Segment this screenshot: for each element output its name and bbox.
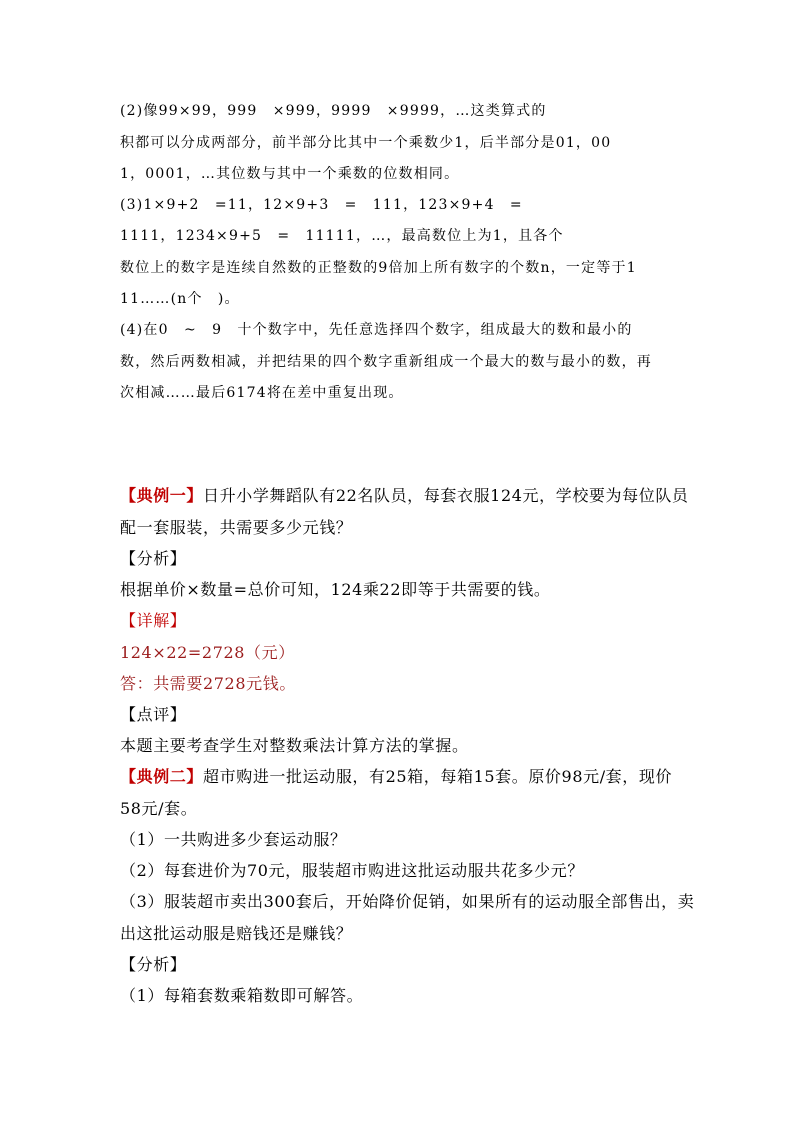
note-3-line-3: 数位上的数字是连续自然数的正整数的9倍加上所有数字的个数n，一定等于1 [120,260,637,276]
example-one-question-line-1 [120,486,689,506]
note-4-line-1: (4)在0 ~ 9 十个数字中，先任意选择四个数字，组成最大的数和最小的 [120,322,633,338]
note-3-line-2: 1111，1234×9+5 = 11111，…，最高数位上为1，且各个 [120,228,564,244]
note-3-line-4: 11……(n个 )。 [120,291,240,307]
example-one-question-line-2: 配一套服装，共需要多少元钱？ [120,518,353,537]
example-one-analysis: 根据单价×数量=总价可知，124乘22即等于共需要的钱。 [120,580,551,599]
note-2-line-2: 积都可以分成两部分，前半部分比其中一个乘数少1，后半部分是01，00 [120,135,612,151]
example-two-sub-question-3-line-2: 出这批运动服是赔钱还是赚钱？ [120,924,353,943]
example-one-answer: 答：共需要2728元钱。 [120,674,296,693]
note-4-line-3: 次相减……最后6174将在差中重复出现。 [120,385,404,401]
example-one-detail-tag: 【详解】 [120,611,187,630]
example-two-tag: 【典例二】 [120,767,204,786]
example-two-question-text: 超市购进一批运动服，有25箱，每箱15套。原价98元/套，现价 [203,767,673,786]
example-two-analysis-tag: 【分析】 [120,955,187,974]
example-one-question-text: 日升小学舞蹈队有22名队员，每套衣服124元，学校要为每位队员 [203,486,689,505]
example-two-sub-question-2: （2）每套进价为70元，服装超市购进这批运动服共花多少元？ [120,861,584,880]
example-two-question-line-2: 58元/套。 [120,799,198,818]
example-two-question-line-1 [120,767,672,787]
note-2-line-3: 1，0001，…其位数与其中一个乘数的位数相同。 [120,166,460,182]
note-3-line-1: (3)1×9+2 =11，12×9+3 = 111，123×9+4 = [120,197,523,213]
example-one-analysis-tag: 【分析】 [120,549,187,568]
example-one-comment: 本题主要考查学生对整数乘法计算方法的掌握。 [120,736,469,755]
example-two-analysis-1: （1）每箱套数乘箱数即可解答。 [120,986,364,1005]
note-2-line-1: (2)像99×99，999 ×999，9999 ×9999，…这类算式的 [120,103,547,119]
example-two-sub-question-3-line-1: （3）服装超市卖出300套后，开始降价促销，如果所有的运动服全部售出，卖 [120,892,695,911]
example-two-sub-question-1: （1）一共购进多少套运动服？ [120,830,347,849]
example-one-tag: 【典例一】 [120,486,204,505]
note-4-line-2: 数，然后两数相减，并把结果的四个数字重新组成一个最大的数与最小的数，再 [120,354,652,370]
example-one-calculation: 124×22=2728（元） [120,643,295,662]
example-one-comment-tag: 【点评】 [120,705,187,724]
